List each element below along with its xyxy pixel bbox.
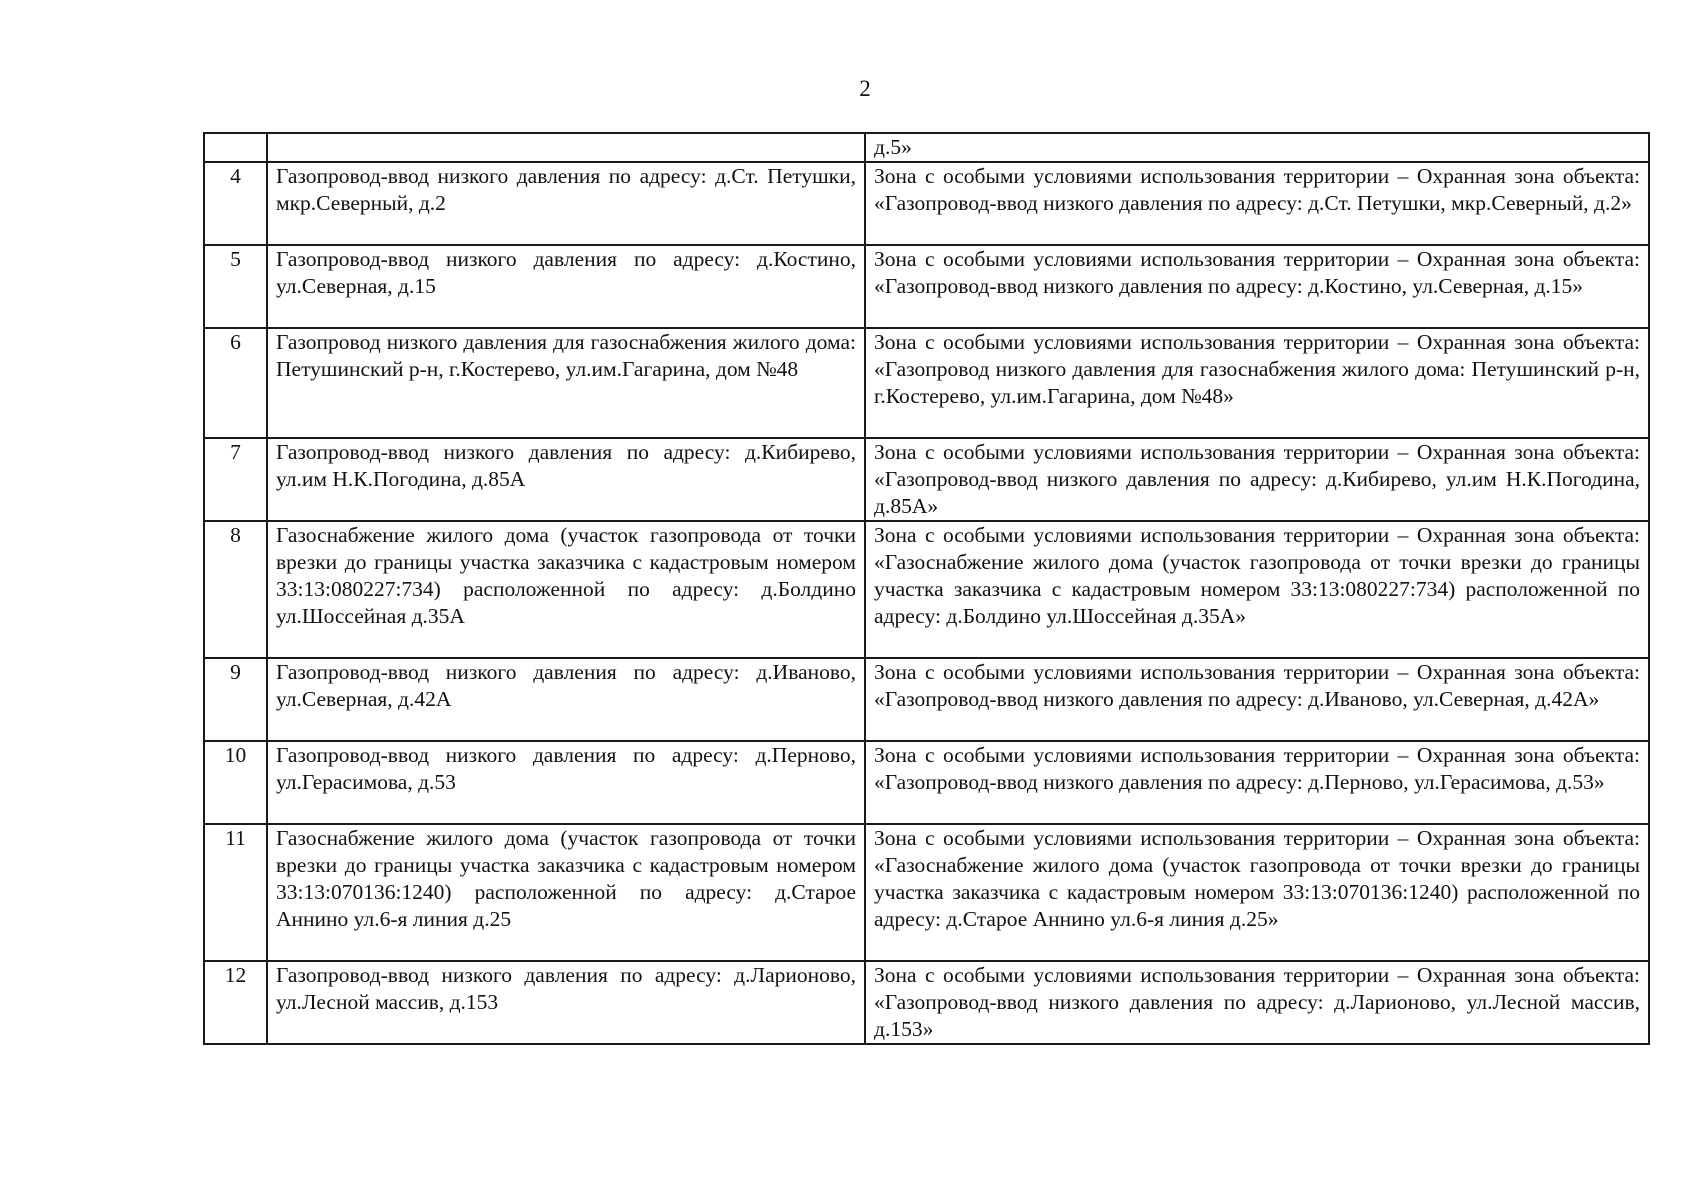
row-number: 12	[204, 961, 267, 1044]
row-number: 10	[204, 741, 267, 824]
row-number: 9	[204, 658, 267, 741]
table-row	[204, 824, 1649, 961]
zone-description: Зона с особыми условиями использования территории – Охранная зона объекта: «Газоснабжение жилого дома (участок газопровода от точки врезки до границы участка заказчика с кадастровым номером 33:13:080227:734) расположенной по адресу: д.Болдино ул.Шоссейная д.35А»	[865, 521, 1649, 658]
row-number: 8	[204, 521, 267, 658]
row-number	[204, 133, 267, 162]
table-row	[204, 521, 1649, 658]
object-name: Газоснабжение жилого дома (участок газопровода от точки врезки до границы участка заказчика с кадастровым номером 33:13:080227:734) расположенной по адресу: д.Болдино ул.Шоссейная д.35А	[267, 521, 865, 658]
zone-description: Зона с особыми условиями использования территории – Охранная зона объекта: «Газоснабжение жилого дома (участок газопровода от точки врезки до границы участка заказчика с кадастровым номером 33:13:070136:1240) расположенной по адресу: д.Старое Аннино ул.6-я линия д.25»	[865, 824, 1649, 961]
zone-description: Зона с особыми условиями использования территории – Охранная зона объекта: «Газопровод-ввод низкого давления по адресу: д.Кибирево, ул.им Н.К.Погодина, д.85А»	[865, 438, 1649, 521]
zone-description: Зона с особыми условиями использования территории – Охранная зона объекта: «Газопровод низкого давления для газоснабжения жилого дома: Петушинский р-н, г.Костерево, ул.им.Гагарина, дом №48»	[865, 328, 1649, 438]
row-number: 4	[204, 162, 267, 245]
zone-description: д.5»	[865, 133, 1649, 162]
object-name: Газопровод-ввод низкого давления по адресу: д.Ст. Петушки, мкр.Северный, д.2	[267, 162, 865, 245]
object-name: Газопровод-ввод низкого давления по адресу: д.Перново, ул.Герасимова, д.53	[267, 741, 865, 824]
object-name: Газопровод низкого давления для газоснабжения жилого дома: Петушинский р-н, г.Костерево, ул.им.Гагарина, дом №48	[267, 328, 865, 438]
table-row	[204, 961, 1649, 1044]
object-name	[267, 133, 865, 162]
zone-description: Зона с особыми условиями использования территории – Охранная зона объекта: «Газопровод-ввод низкого давления по адресу: д.Ларионово, ул.Лесной массив, д.153»	[865, 961, 1649, 1044]
page-number: 2	[859, 76, 871, 101]
table-row	[204, 133, 1649, 162]
table-body	[204, 133, 1649, 1044]
row-number: 11	[204, 824, 267, 961]
table-row	[204, 658, 1649, 741]
table-row	[204, 162, 1649, 245]
object-name: Газопровод-ввод низкого давления по адресу: д.Ларионово, ул.Лесной массив, д.153	[267, 961, 865, 1044]
zone-description: Зона с особыми условиями использования территории – Охранная зона объекта: «Газопровод-ввод низкого давления по адресу: д.Костино, ул.Северная, д.15»	[865, 245, 1649, 328]
zone-description: Зона с особыми условиями использования территории – Охранная зона объекта: «Газопровод-ввод низкого давления по адресу: д.Перново, ул.Герасимова, д.53»	[865, 741, 1649, 824]
object-name: Газопровод-ввод низкого давления по адресу: д.Костино, ул.Северная, д.15	[267, 245, 865, 328]
row-number: 7	[204, 438, 267, 521]
table-row	[204, 438, 1649, 521]
zone-description: Зона с особыми условиями использования территории – Охранная зона объекта: «Газопровод-ввод низкого давления по адресу: д.Иваново, ул.Северная, д.42А»	[865, 658, 1649, 741]
row-number: 5	[204, 245, 267, 328]
row-number: 6	[204, 328, 267, 438]
object-name: Газопровод-ввод низкого давления по адресу: д.Кибирево, ул.им Н.К.Погодина, д.85А	[267, 438, 865, 521]
object-name: Газоснабжение жилого дома (участок газопровода от точки врезки до границы участка заказчика с кадастровым номером 33:13:070136:1240) расположенной по адресу: д.Старое Аннино ул.6-я линия д.25	[267, 824, 865, 961]
table-row	[204, 245, 1649, 328]
zones-table	[203, 132, 1650, 1045]
table-row	[204, 741, 1649, 824]
object-name: Газопровод-ввод низкого давления по адресу: д.Иваново, ул.Северная, д.42А	[267, 658, 865, 741]
zone-description: Зона с особыми условиями использования территории – Охранная зона объекта: «Газопровод-ввод низкого давления по адресу: д.Ст. Петушки, мкр.Северный, д.2»	[865, 162, 1649, 245]
table-row	[204, 328, 1649, 438]
